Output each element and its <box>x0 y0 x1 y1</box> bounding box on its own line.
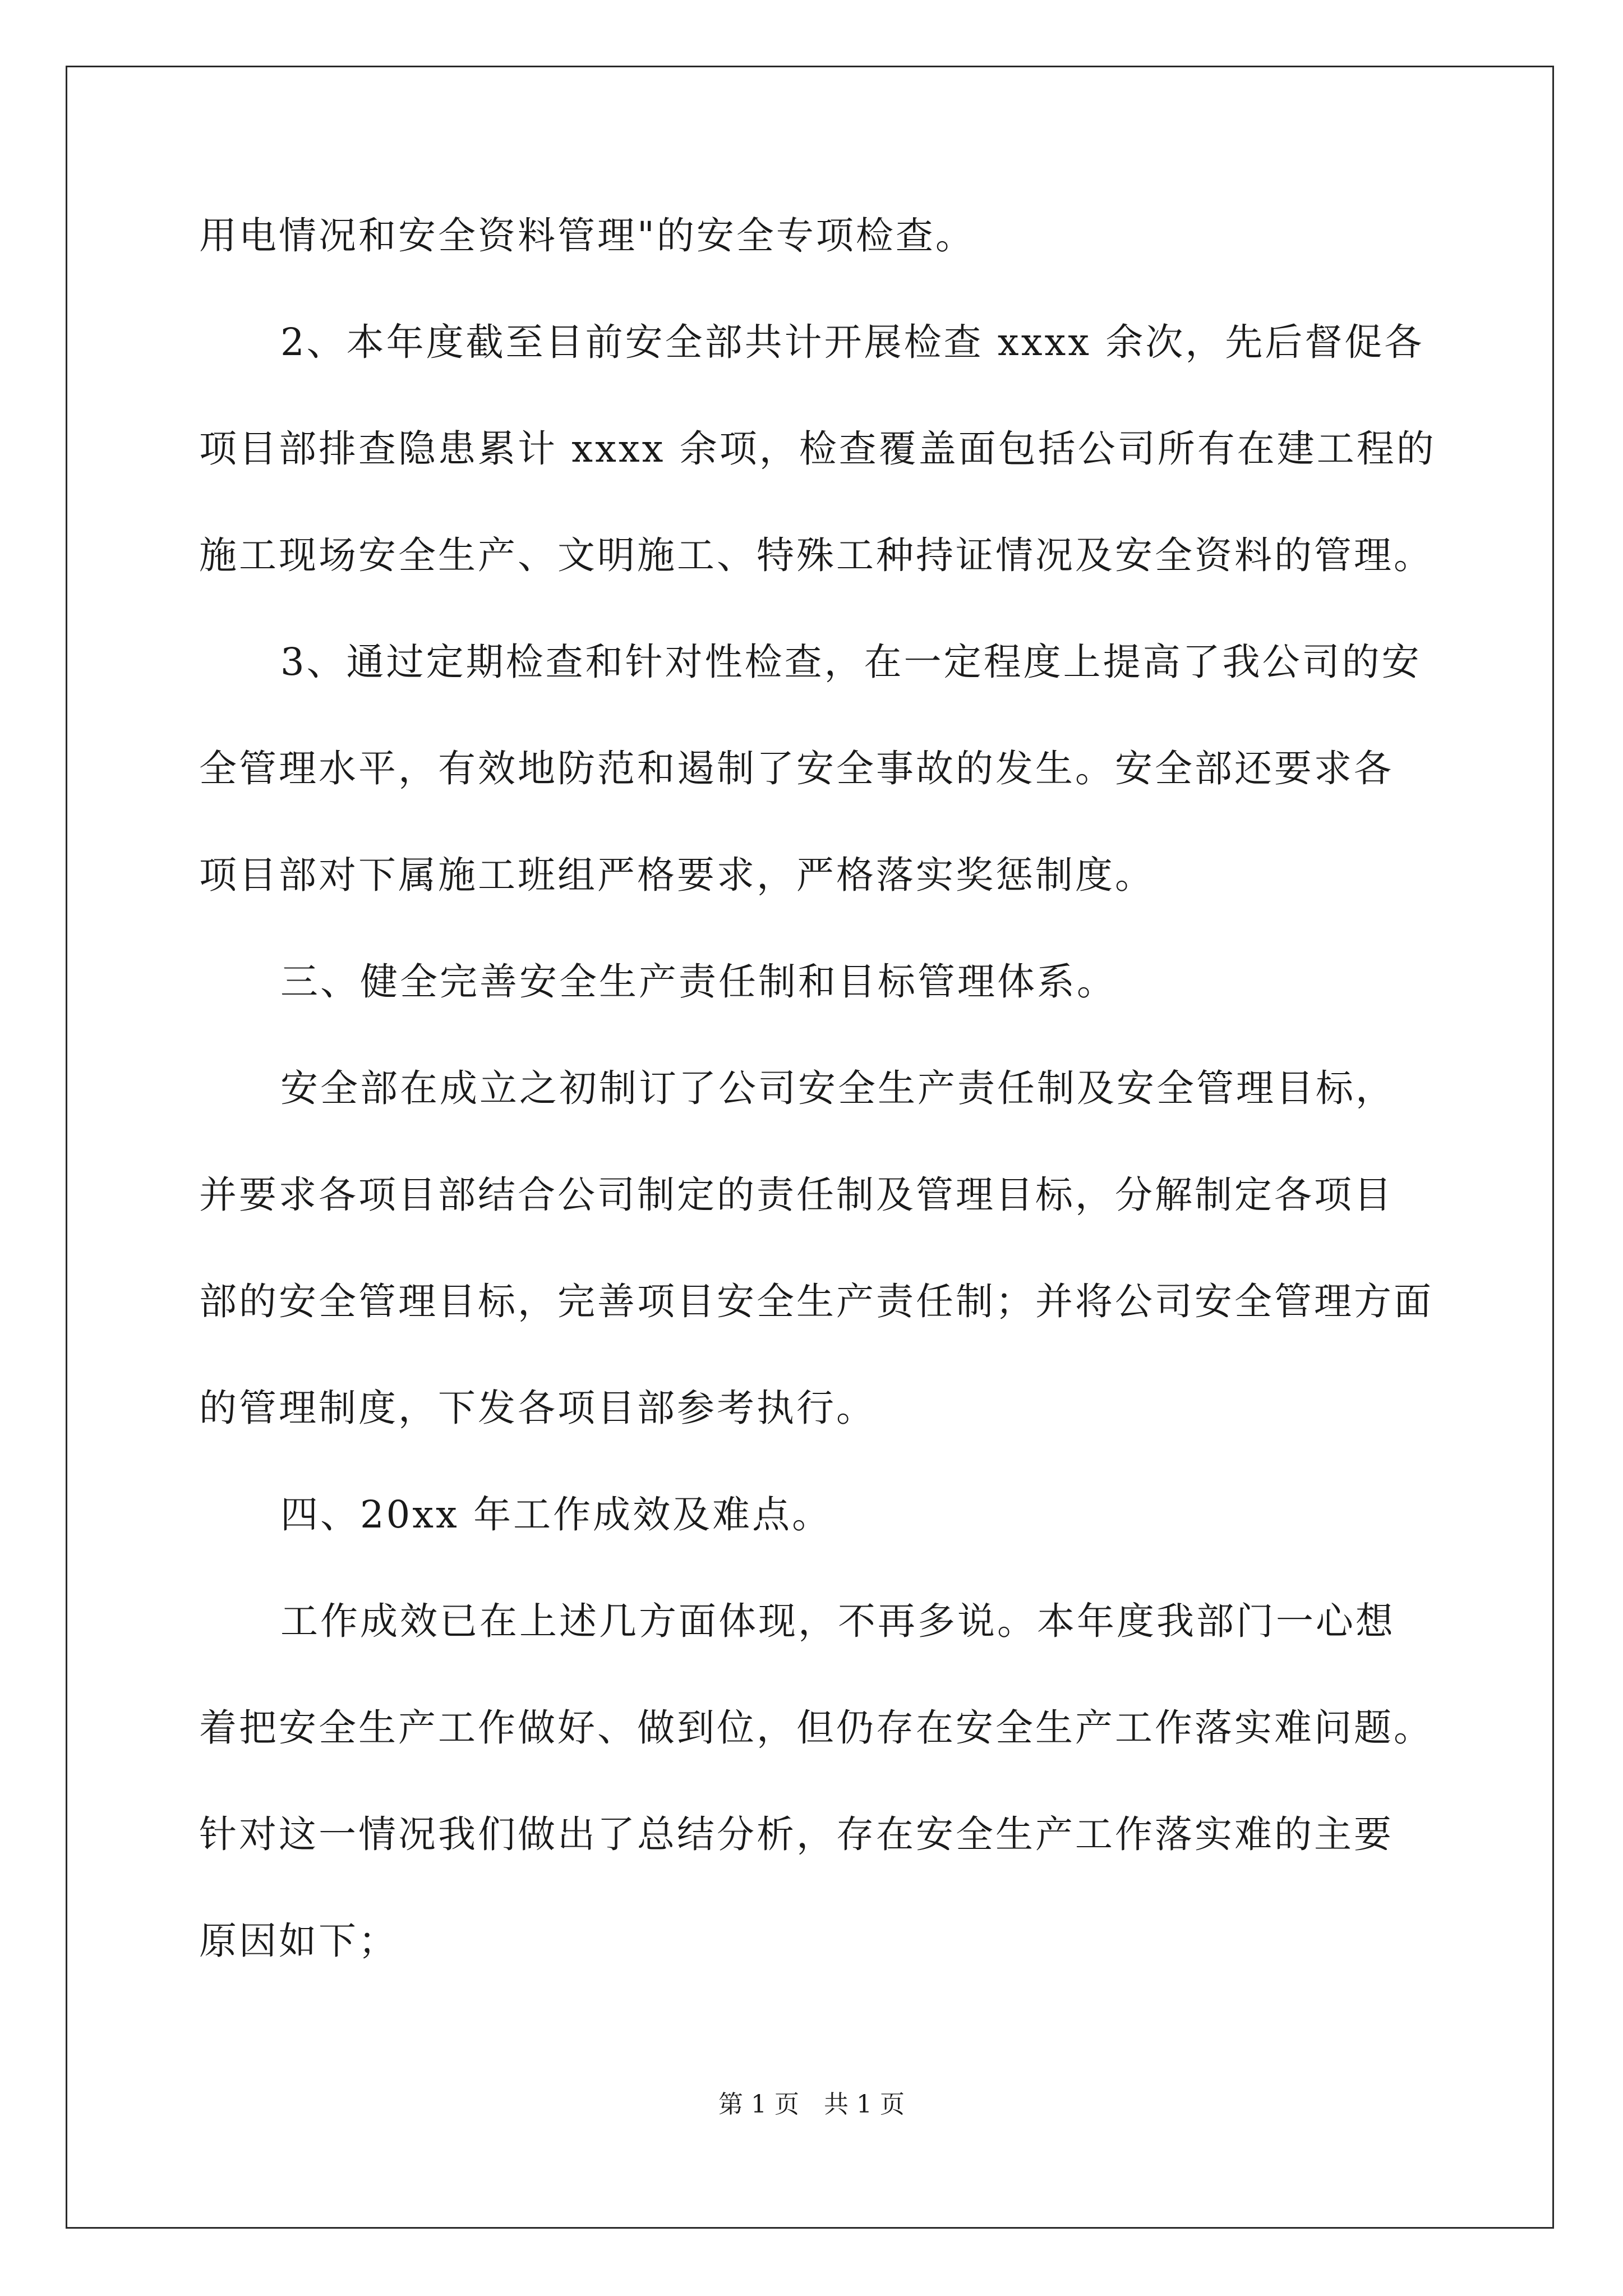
text-line: 用电情况和安全资料管理"的安全专项检查。 <box>199 214 975 257</box>
text-line: 并要求各项目部结合公司制定的责任制及管理目标，分解制定各项目 <box>199 1173 1394 1217</box>
text-line: 针对这一情况我们做出了总结分析，存在安全生产工作落实难的主要 <box>199 1812 1394 1856</box>
text-line: 2、本年度截至目前安全部共计开展检查 xxxx 余次，先后督促各 <box>280 320 1424 364</box>
text-line: 3、通过定期检查和针对性检查，在一定程度上提高了我公司的安 <box>280 640 1422 684</box>
text-line: 项目部排查隐患累计 xxxx 余项，检查覆盖面包括公司所有在建工程的 <box>199 427 1436 471</box>
text-line: 原因如下； <box>199 1919 398 1963</box>
text-line: 着把安全生产工作做好、做到位，但仍存在安全生产工作落实难问题。 <box>199 1706 1433 1750</box>
text-line: 工作成效已在上述几方面体现，不再多说。本年度我部门一心想 <box>280 1599 1395 1643</box>
section-heading: 三、健全完善安全生产责任制和目标管理体系。 <box>280 960 1117 1004</box>
text-line: 部的安全管理目标，完善项目安全生产责任制；并将公司安全管理方面 <box>199 1280 1433 1323</box>
text-line: 项目部对下属施工班组严格要求，严格落实奖惩制度。 <box>199 853 1155 897</box>
text-line: 安全部在成立之初制订了公司安全生产责任制及安全管理目标， <box>280 1066 1395 1110</box>
text-line: 施工现场安全生产、文明施工、特殊工种持证情况及安全资料的管理。 <box>199 533 1433 577</box>
page-border <box>66 66 1554 2229</box>
page-number-footer: 第 1 页 共 1 页 <box>718 2090 905 2119</box>
section-heading: 四、20xx 年工作成效及难点。 <box>280 1493 832 1536</box>
text-line: 的管理制度，下发各项目部参考执行。 <box>199 1386 876 1430</box>
text-line: 全管理水平，有效地防范和遏制了安全事故的发生。安全部还要求各 <box>199 747 1394 790</box>
